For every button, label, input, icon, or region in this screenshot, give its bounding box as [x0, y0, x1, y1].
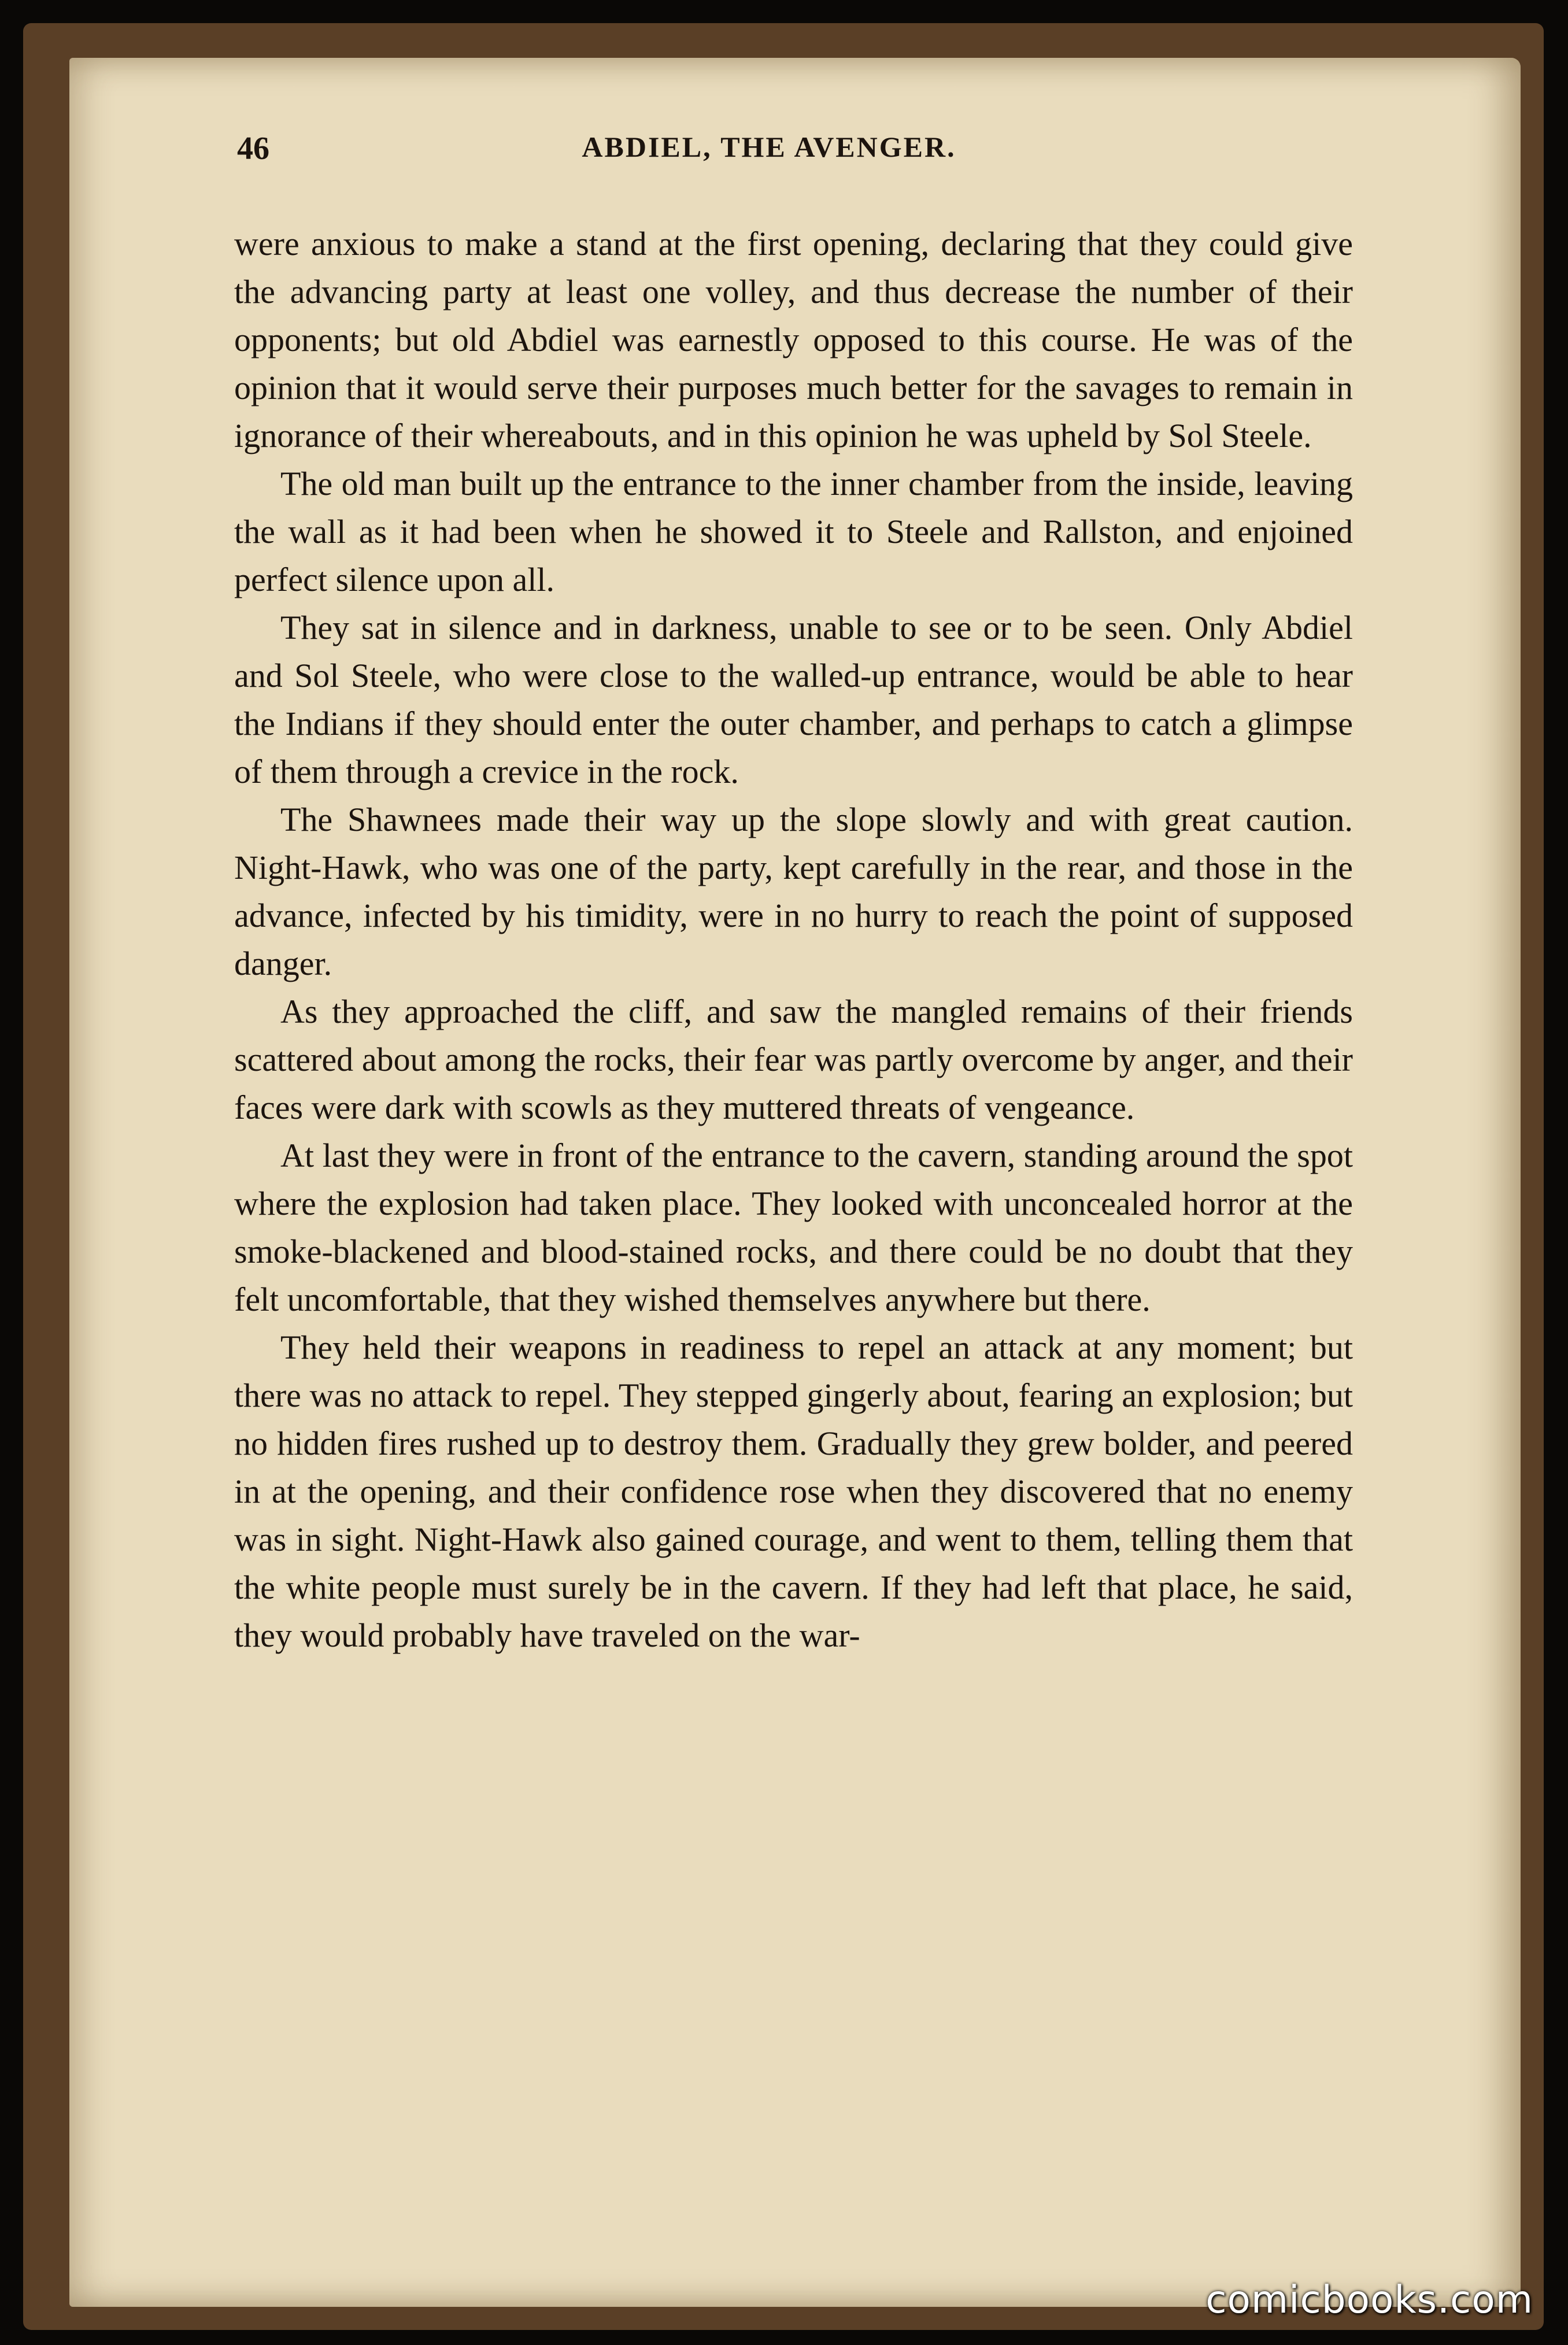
watermark: comicbooks.com — [1205, 2277, 1533, 2322]
paragraph: At last they were in front of the entrance to the cavern, standing around the spot where the explosion had taken place. They looked with unconcealed horror at the smoke-blackened and blood-stained rocks, and there could be no doubt that they felt uncomfortable, that they wished themselves anywhere but there. — [234, 1137, 1353, 1318]
paragraph: The Shawnees made their way up the slope slowly and with great caution. Night-Hawk, who was one of the party, kept carefully in the rear, and those in the advance, infected by his timidity, were in no hurry to reach the point of supposed danger. — [234, 801, 1353, 982]
paragraph: The old man built up the entrance to the inner chamber from the inside, leaving the wall as it had been when he showed it to Steele and Rallston, and enjoined perfect silence upon all. — [234, 465, 1353, 598]
running-title: ABDIEL, THE AVENGER. — [582, 131, 956, 163]
paragraph: were anxious to make a stand at the first opening, declaring that they could give the advancing party at least one volley, and thus decrease the number of their opponents; but old Abdiel was earnestly opposed to this course. He was of the opinion that it would serve their purposes much better for the savages to remain in ignorance of their whereabouts, and in this opinion he was upheld by Sol Steele. — [234, 225, 1353, 454]
paragraph: They held their weapons in readiness to repel an attack at any moment; but there was no attack to repel. They stepped gingerly about, fearing an explosion; but no hidden fires rushed up to destroy them. Gradually they grew bolder, and peered in at the opening, and their confidence rose when they discovered that no enemy was in sight. Night-Hawk also gained courage, and went to them, telling them that the white people must surely be in the cavern. If they had left that place, he said, they would probably have traveled on the war- — [234, 1329, 1353, 1654]
page-header — [168, 130, 1370, 176]
body-text — [234, 220, 1353, 1659]
paragraph: They sat in silence and in darkness, unable to see or to be seen. Only Abdiel and Sol Steele, who were close to the walled-up entrance, would be able to hear the Indians if they should enter the outer chamber, and perhaps to catch a glimpse of them through a crevice in the rock. — [234, 609, 1353, 790]
paragraph: As they approached the cliff, and saw the mangled remains of their friends scattered about among the rocks, their fear was partly overcome by anger, and their faces were dark with scowls as they muttered threats of vengeance. — [234, 993, 1353, 1126]
page-number: 46 — [237, 131, 269, 167]
